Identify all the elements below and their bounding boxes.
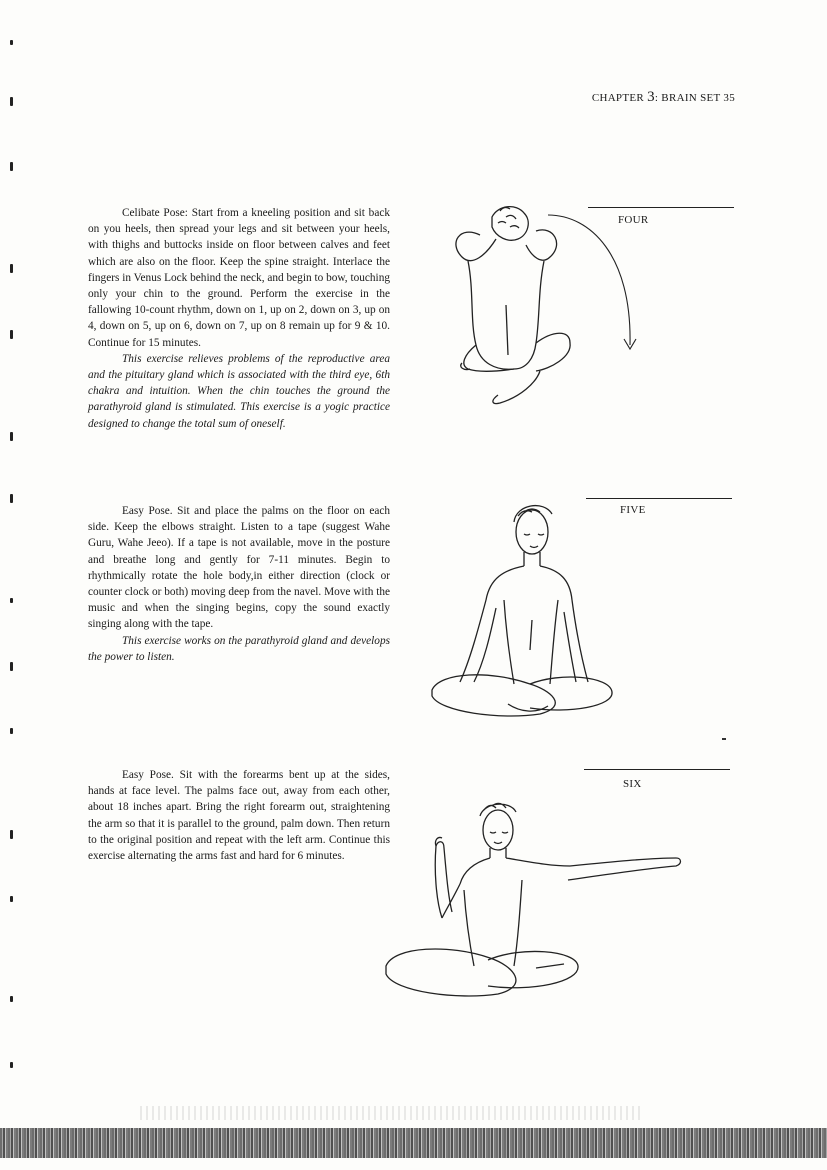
header-chapter: CHAPTER xyxy=(591,92,645,104)
scan-noise xyxy=(140,1106,640,1120)
exercise-six-instructions: Easy Pose. Sit with the forearms bent up at the sides, hands at face level. The palms face out, away from each other, about 18 inches apart. Bring the right forearm out, straightening the arm so that it is parallel to the ground, palm down. Then return to the original position and repeat with the left arm. Continue this exercise alternating the arms fast and hard for 6 minutes. xyxy=(88,769,390,863)
exercise-five-rule xyxy=(586,498,732,499)
exercise-five-text xyxy=(88,503,390,665)
exercise-four-title: Celibate Pose: xyxy=(122,207,188,219)
exercise-five-label: FIVE xyxy=(620,504,646,516)
page-header xyxy=(592,89,735,106)
exercise-four-label: FOUR xyxy=(618,214,649,226)
exercise-four-instructions: Celibate Pose: Start from a kneeling position and sit back on you heels, then spread your legs and sit between your heels, with thighs and buttocks inside on floor between calves and feet which are also on the floor. Keep the spine straight. Interlace the fingers in Venus Lock behind the neck, and begin to bow, touching only your chin to the ground. Perform the exercise in the fallowing 10-count rhythm, down on 1, up on 2, down on 3, up on 4, down on 5, up on 6, down on 7, up on 8 remain up for 9 & 10. Continue for 15 minutes. xyxy=(88,207,391,349)
exercise-six-title: Easy Pose. xyxy=(122,769,174,781)
exercise-five-title: Easy Pose. xyxy=(122,505,173,517)
exercise-four-benefit: This exercise relieves problems of the reproductive area and the pituitary gland which is associated with the third eye, 6th chakra and intuition. When the chin touches the ground the parathyroid gland is stimulated. This exercise is a yogic practice designed to change the total sum of oneself. xyxy=(88,352,390,430)
speck xyxy=(722,738,726,740)
exercise-four-text xyxy=(88,205,390,432)
exercise-five-benefit: This exercise works on the parathyroid gland and develops the power to listen. xyxy=(88,634,390,663)
exercise-six-text xyxy=(88,767,390,864)
exercise-five-instructions: Easy Pose. Sit and place the palms on the floor on each side. Keep the elbows straight. Listen to a tape (suggest Wahe Guru, Wahe Jeeo). If a tape is not available, move in the posture and breathe long and gently for 7-11 minutes. Begin to rhythmically rotate the hole body,in either direction (clock or counter clock or both) moving deep from the navel. Move with the music and when the singing begins, copy the sound exactly singing along with the tape. xyxy=(88,505,391,631)
margin-punch-marks xyxy=(8,0,16,1170)
figure-celibate-pose xyxy=(440,195,640,415)
exercise-six-label: SIX xyxy=(623,778,642,790)
scan-edge-strip xyxy=(0,1128,827,1158)
figure-easy-pose-arm-extended xyxy=(380,800,685,1005)
header-chapter-number: 3 xyxy=(647,89,655,105)
exercise-six-rule xyxy=(584,769,730,770)
header-title: : BRAIN SET 35 xyxy=(654,92,735,104)
figure-easy-pose-palms-down xyxy=(420,500,620,730)
